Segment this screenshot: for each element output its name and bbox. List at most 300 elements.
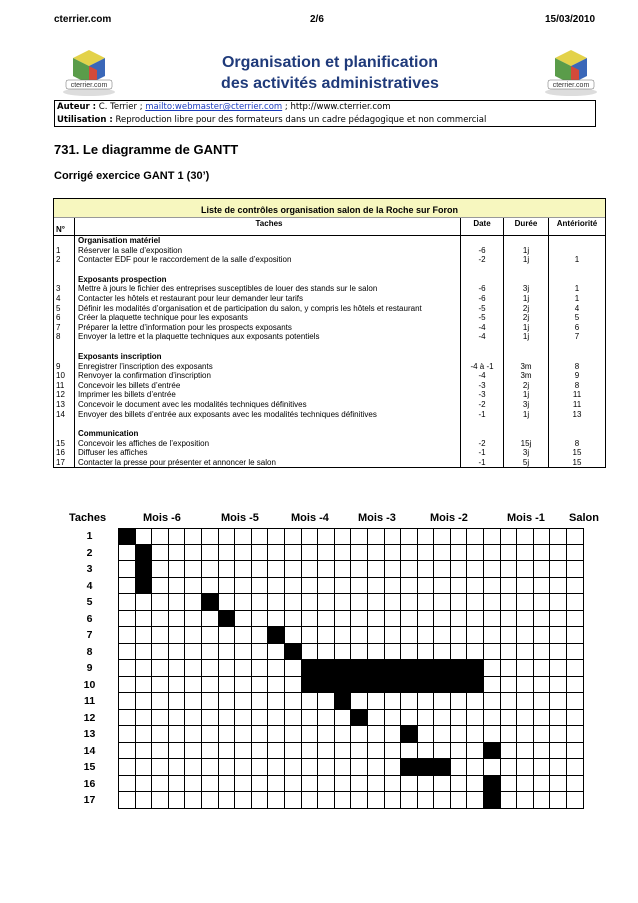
control-table (53, 198, 606, 468)
gantt-cell (185, 710, 202, 727)
task-date: -3 (460, 390, 503, 400)
gantt-cell (252, 693, 269, 710)
gantt-cell (252, 759, 269, 776)
gantt-cell (550, 644, 567, 661)
gantt-cell (152, 660, 169, 677)
gantt-cell (169, 776, 186, 793)
gantt-cell (567, 693, 584, 710)
gantt-cell (185, 776, 202, 793)
gantt-cell (385, 693, 402, 710)
gantt-month-header (61, 510, 605, 528)
gantt-cell (550, 561, 567, 578)
gantt-bar-cell (385, 677, 402, 694)
header-date: 15/03/2010 (545, 14, 596, 25)
gantt-bar-cell (418, 677, 435, 694)
gantt-cell (285, 627, 302, 644)
gantt-bar-cell (401, 660, 418, 677)
task-label: Contacter les hôtels et restaurant pour leur demander leur tarifs (74, 294, 460, 304)
usage-value: Reproduction libre pour des formateurs dans un cadre pédagogique et non commercial (115, 115, 487, 125)
gantt-cell (418, 545, 435, 562)
task-duration: 1j (503, 246, 548, 256)
gantt-cell (368, 627, 385, 644)
header-site: cterrier.com (54, 14, 112, 25)
gantt-cell (385, 611, 402, 628)
gantt-cell (567, 644, 584, 661)
task-duration: 3j (503, 284, 548, 294)
gantt-cell (418, 578, 435, 595)
gantt-cell (318, 710, 335, 727)
gantt-cell (467, 594, 484, 611)
gantt-cell (550, 660, 567, 677)
gantt-cell (219, 792, 236, 809)
gantt-row (61, 561, 605, 578)
gantt-cell (368, 710, 385, 727)
task-date: -4 à -1 (460, 362, 503, 372)
gantt-cell (302, 561, 319, 578)
task-label: Envoyer des billets d’entrée aux exposants avec les modalités techniques définitives (74, 410, 460, 420)
gantt-cell (418, 528, 435, 545)
gantt-cell (219, 677, 236, 694)
gantt-cell (185, 644, 202, 661)
gantt-bar-cell (434, 660, 451, 677)
gantt-cell (235, 545, 252, 562)
task-row (54, 400, 605, 410)
gantt-cell (136, 759, 153, 776)
gantt-cell (136, 743, 153, 760)
task-prior (548, 246, 605, 256)
gantt-cell (401, 545, 418, 562)
task-duration: 5j (503, 458, 548, 468)
gantt-cell (136, 528, 153, 545)
gantt-bar-cell (401, 726, 418, 743)
gantt-cell (235, 759, 252, 776)
gantt-cell (302, 627, 319, 644)
gantt-bar-cell (335, 677, 352, 694)
gantt-cell (418, 611, 435, 628)
gantt-cell (401, 644, 418, 661)
gantt-cell (567, 726, 584, 743)
gantt-cell (550, 677, 567, 694)
gantt-cell (550, 776, 567, 793)
gantt-cell (484, 726, 501, 743)
gantt-cell (368, 528, 385, 545)
gantt-cell (385, 627, 402, 644)
gantt-bar-cell (484, 792, 501, 809)
gantt-cell (318, 644, 335, 661)
gantt-month-label: Mois -6 (143, 512, 181, 524)
gantt-cell (484, 611, 501, 628)
task-prior: 11 (548, 400, 605, 410)
gantt-month-label: Mois -5 (221, 512, 259, 524)
gantt-cell (385, 561, 402, 578)
gantt-cell (434, 726, 451, 743)
gantt-cell (202, 611, 219, 628)
task-prior: 6 (548, 323, 605, 333)
gantt-cell (185, 528, 202, 545)
gantt-cell (534, 726, 551, 743)
gantt-cell (318, 578, 335, 595)
gantt-cell (119, 627, 136, 644)
task-num: 2 (56, 255, 61, 265)
gantt-cell (252, 644, 269, 661)
gantt-cell (401, 594, 418, 611)
gantt-cell (401, 743, 418, 760)
gantt-bar-cell (136, 578, 153, 595)
gantt-cell (318, 726, 335, 743)
author-mail-link[interactable]: mailto:webmaster@cterrier.com (145, 102, 283, 112)
gantt-cell (385, 710, 402, 727)
gantt-month-label: Salon (569, 512, 599, 524)
gantt-cell (202, 726, 219, 743)
gantt-cell (136, 776, 153, 793)
subtitle: Corrigé exercice GANT 1 (30’) (54, 170, 210, 182)
gantt-row (61, 759, 605, 776)
task-prior: 7 (548, 332, 605, 342)
gantt-cell (169, 677, 186, 694)
gantt-cell (351, 578, 368, 595)
gantt-cell (550, 743, 567, 760)
cterrier-logo (540, 44, 602, 98)
gantt-cell (252, 561, 269, 578)
spacer-row (54, 265, 605, 275)
gantt-cell (434, 528, 451, 545)
task-row (54, 371, 605, 381)
gantt-cell (185, 545, 202, 562)
task-num: 16 (56, 448, 65, 458)
gantt-cell (268, 660, 285, 677)
gantt-cell (484, 759, 501, 776)
gantt-cell (550, 726, 567, 743)
gantt-cell (185, 627, 202, 644)
task-date: -3 (460, 381, 503, 391)
task-duration: 2j (503, 304, 548, 314)
gantt-cell (119, 611, 136, 628)
control-table-header: N° Taches Date Durée Antériorité (54, 218, 605, 236)
gantt-cell (252, 545, 269, 562)
gantt-cell (335, 627, 352, 644)
gantt-cell (451, 759, 468, 776)
gantt-cell (418, 776, 435, 793)
gantt-bar-cell (136, 561, 153, 578)
task-date: -2 (460, 255, 503, 265)
gantt-cell (484, 578, 501, 595)
gantt-cell (534, 627, 551, 644)
gantt-row (61, 578, 605, 595)
gantt-cell (318, 594, 335, 611)
gantt-cell (567, 578, 584, 595)
control-table-caption: Liste de contrôles organisation salon de la Roche sur Foron (54, 199, 605, 218)
gantt-cell (185, 611, 202, 628)
gantt-cell (451, 644, 468, 661)
gantt-cell (517, 759, 534, 776)
gantt-cell (235, 578, 252, 595)
gantt-cell (517, 726, 534, 743)
gantt-cell (335, 792, 352, 809)
gantt-cell (351, 561, 368, 578)
gantt-cell (517, 611, 534, 628)
gantt-cell (152, 545, 169, 562)
gantt-cell (219, 644, 236, 661)
task-label: Contacter la presse pour présenter et annoncer le salon (74, 458, 460, 468)
gantt-cell (484, 545, 501, 562)
gantt-cell (368, 726, 385, 743)
gantt-cell (351, 644, 368, 661)
gantt-cell (434, 578, 451, 595)
task-date: -1 (460, 448, 503, 458)
gantt-cell (451, 545, 468, 562)
gantt-cell (119, 726, 136, 743)
gantt-cell (451, 726, 468, 743)
gantt-cell (202, 743, 219, 760)
gantt-cell (169, 627, 186, 644)
gantt-cell (235, 693, 252, 710)
task-num: 14 (56, 409, 65, 419)
gantt-cell (467, 561, 484, 578)
gantt-cell (534, 561, 551, 578)
gantt-row (61, 660, 605, 677)
task-label: Mettre à jours le fichier des entreprises susceptibles de louer des stands sur le salon (74, 284, 460, 294)
gantt-cell (335, 611, 352, 628)
gantt-cell (550, 710, 567, 727)
gantt-cell (501, 594, 518, 611)
gantt-cell (169, 660, 186, 677)
gantt-cell (202, 677, 219, 694)
task-num: 17 (56, 457, 65, 467)
author-value: C. Terrier ; (98, 102, 143, 112)
gantt-cell (169, 644, 186, 661)
gantt-cell (302, 759, 319, 776)
gantt-cell (302, 710, 319, 727)
task-num: 13 (56, 399, 65, 409)
task-row (54, 284, 605, 294)
gantt-cell (202, 528, 219, 545)
gantt-row (61, 545, 605, 562)
gantt-row (61, 693, 605, 710)
group-name: Exposants inscription (74, 352, 460, 362)
gantt-cell (235, 726, 252, 743)
gantt-cell (185, 759, 202, 776)
gantt-cell (467, 528, 484, 545)
gantt-cell (318, 545, 335, 562)
task-label: Enregistrer l’inscription des exposants (74, 362, 460, 372)
gantt-cell (235, 627, 252, 644)
gantt-bar-cell (302, 677, 319, 694)
task-row (54, 439, 605, 449)
gantt-cell (484, 677, 501, 694)
gantt-month-label: Mois -3 (358, 512, 396, 524)
gantt-cell (351, 611, 368, 628)
task-duration: 1j (503, 255, 548, 265)
gantt-cell (169, 792, 186, 809)
gantt-cell (501, 693, 518, 710)
task-prior: 5 (548, 313, 605, 323)
gantt-cell (169, 726, 186, 743)
gantt-cell (401, 792, 418, 809)
gantt-cell (434, 561, 451, 578)
gantt-cell (534, 677, 551, 694)
gantt-bar-cell (451, 677, 468, 694)
gantt-cell (285, 743, 302, 760)
task-prior: 1 (548, 294, 605, 304)
gantt-month-label: Mois -2 (430, 512, 468, 524)
gantt-cell (268, 726, 285, 743)
gantt-cell (302, 528, 319, 545)
gantt-cell (567, 561, 584, 578)
gantt-cell (185, 660, 202, 677)
gantt-cell (152, 644, 169, 661)
gantt-cell (534, 611, 551, 628)
gantt-cell (152, 627, 169, 644)
task-prior: 15 (548, 448, 605, 458)
gantt-cell (318, 776, 335, 793)
task-label: Créer la plaquette technique pour les exposants (74, 313, 460, 323)
gantt-cell (385, 644, 402, 661)
gantt-cell (136, 611, 153, 628)
gantt-cell (351, 545, 368, 562)
gantt-cell (285, 594, 302, 611)
gantt-cell (268, 677, 285, 694)
gantt-cell (185, 792, 202, 809)
gantt-cell (119, 743, 136, 760)
task-row (54, 410, 605, 420)
gantt-cell (434, 611, 451, 628)
task-date: -6 (460, 284, 503, 294)
task-row (54, 294, 605, 304)
gantt-cell (185, 693, 202, 710)
gantt-cell (534, 594, 551, 611)
gantt-cell (517, 743, 534, 760)
task-date: -6 (460, 246, 503, 256)
gantt-cell (567, 743, 584, 760)
gantt-cell (219, 743, 236, 760)
gantt-cell (185, 561, 202, 578)
gantt-bar-cell (451, 660, 468, 677)
task-label: Imprimer les billets d’entrée (74, 390, 460, 400)
gantt-cell (302, 693, 319, 710)
gantt-cell (451, 792, 468, 809)
gantt-cell (467, 776, 484, 793)
gantt-cell (136, 594, 153, 611)
gantt-cell (467, 545, 484, 562)
gantt-cell (517, 528, 534, 545)
gantt-cell (467, 611, 484, 628)
gantt-task-num: 16 (83, 777, 96, 790)
gantt-cell (484, 693, 501, 710)
gantt-cell (152, 759, 169, 776)
task-num: 5 (56, 303, 61, 313)
gantt-cell (136, 677, 153, 694)
gantt-cell (119, 776, 136, 793)
gantt-cell (368, 611, 385, 628)
gantt-cell (351, 594, 368, 611)
gantt-cell (501, 743, 518, 760)
task-duration: 3j (503, 448, 548, 458)
gantt-cell (567, 660, 584, 677)
gantt-cell (202, 776, 219, 793)
gantt-cell (268, 644, 285, 661)
gantt-cell (152, 528, 169, 545)
gantt-cell (235, 710, 252, 727)
group-name: Exposants prospection (74, 275, 460, 285)
gantt-task-num: 12 (83, 711, 96, 724)
gantt-cell (268, 611, 285, 628)
gantt-cell (484, 627, 501, 644)
gantt-cell (252, 660, 269, 677)
task-prior: 1 (548, 284, 605, 294)
gantt-cell (119, 644, 136, 661)
gantt-cell (534, 578, 551, 595)
gantt-cell (318, 743, 335, 760)
gantt-row (61, 611, 605, 628)
gantt-task-num: 5 (86, 596, 93, 608)
task-prior: 9 (548, 371, 605, 381)
gantt-cell (501, 578, 518, 595)
task-num: 7 (56, 322, 61, 332)
cterrier-logo (58, 44, 120, 98)
gantt-cell (501, 644, 518, 661)
task-row (54, 332, 605, 342)
gantt-cell (252, 594, 269, 611)
gantt-cell (219, 528, 236, 545)
task-row (54, 255, 605, 265)
task-row (54, 304, 605, 314)
gantt-cell (434, 776, 451, 793)
gantt-cell (302, 743, 319, 760)
gantt-cell (119, 759, 136, 776)
gantt-cell (385, 545, 402, 562)
gantt-cell (119, 693, 136, 710)
gantt-bar-cell (318, 660, 335, 677)
task-duration: 2j (503, 313, 548, 323)
gantt-cell (318, 561, 335, 578)
task-date: -2 (460, 400, 503, 410)
gantt-cell (385, 776, 402, 793)
gantt-cell (285, 759, 302, 776)
gantt-cell (318, 693, 335, 710)
info-box (54, 100, 596, 127)
gantt-cell (434, 743, 451, 760)
gantt-cell (385, 594, 402, 611)
gantt-cell (335, 726, 352, 743)
gantt-cell (534, 660, 551, 677)
task-row (54, 313, 605, 323)
gantt-cell (119, 677, 136, 694)
gantt-cell (567, 611, 584, 628)
task-duration: 3m (503, 371, 548, 381)
gantt-cell (335, 710, 352, 727)
gantt-cell (451, 776, 468, 793)
gantt-cell (501, 776, 518, 793)
gantt-cell (534, 545, 551, 562)
usage-label: Utilisation : (57, 115, 113, 125)
gantt-task-num: 11 (83, 695, 96, 707)
gantt-cell (451, 611, 468, 628)
gantt-cell (285, 578, 302, 595)
gantt-cell (517, 627, 534, 644)
gantt-cell (235, 660, 252, 677)
task-duration: 3j (503, 400, 548, 410)
gantt-row (61, 792, 605, 809)
gantt-cell (152, 693, 169, 710)
gantt-cell (401, 528, 418, 545)
gantt-cell (268, 776, 285, 793)
gantt-cell (268, 545, 285, 562)
gantt-cell (285, 710, 302, 727)
task-label: Renvoyer la confirmation d’inscription (74, 371, 460, 381)
gantt-cell (119, 710, 136, 727)
gantt-row (61, 743, 605, 760)
gantt-cell (185, 594, 202, 611)
